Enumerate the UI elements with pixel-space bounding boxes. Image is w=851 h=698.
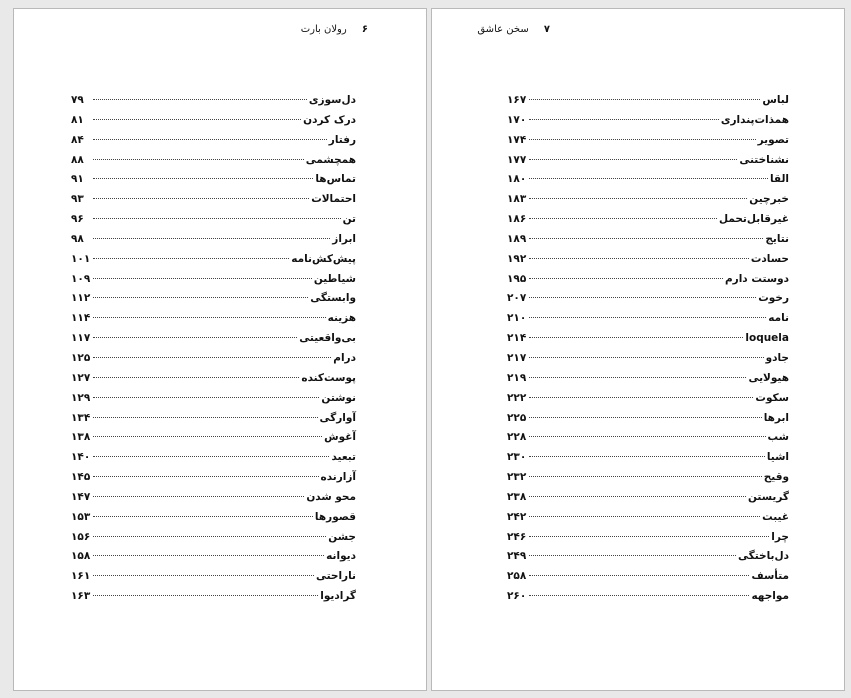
- toc-entry: [507, 511, 789, 531]
- entry-title: نشناختنی: [739, 153, 789, 166]
- entry-page-number: ۱۳۸: [71, 431, 91, 444]
- dot-leader: [529, 496, 746, 497]
- entry-title: پیش‌کش‌نامه: [291, 252, 356, 265]
- entry-title: وابستگی: [310, 292, 356, 305]
- dot-leader: [93, 536, 326, 537]
- dot-leader: [529, 377, 746, 378]
- toc-entry: [71, 590, 356, 610]
- dot-leader: [529, 278, 723, 279]
- toc-entry: [71, 570, 356, 590]
- toc-entry: [71, 312, 356, 332]
- entry-title: رفتار: [328, 133, 356, 146]
- entry-page-number: ۹۸: [71, 232, 84, 245]
- toc-entry: [71, 213, 356, 233]
- entry-page-number: ۱۱۴: [71, 312, 91, 325]
- dot-leader: [529, 436, 766, 437]
- dot-leader: [529, 397, 753, 398]
- entry-title: شیاطین: [313, 272, 356, 285]
- entry-page-number: ۱۹۵: [507, 272, 527, 285]
- toc-entry: [71, 273, 356, 293]
- entry-page-number: ۲۴۲: [507, 510, 527, 523]
- toc-entry: [71, 352, 356, 372]
- entry-title: آوارگی: [319, 411, 356, 424]
- toc-entry: [507, 154, 789, 174]
- dot-leader: [93, 218, 341, 219]
- dot-leader: [529, 536, 769, 537]
- dot-leader: [529, 337, 743, 338]
- entry-title: آغوش: [324, 431, 356, 444]
- toc-entry: [507, 332, 789, 352]
- entry-title: اشیا: [766, 451, 789, 464]
- toc-entry: [507, 134, 789, 154]
- entry-title: درک کردن: [303, 113, 356, 126]
- dot-leader: [529, 417, 762, 418]
- dot-leader: [93, 178, 313, 179]
- dot-leader: [93, 238, 330, 239]
- toc-entry: [71, 431, 356, 451]
- entry-title: دوستت دارم: [724, 272, 789, 285]
- toc-entry: [71, 233, 356, 253]
- dot-leader: [93, 258, 289, 259]
- toc-entry: [507, 491, 789, 511]
- entry-page-number: ۱۳۴: [71, 411, 91, 424]
- dot-leader: [93, 159, 304, 160]
- entry-title: تصویر: [757, 133, 789, 146]
- dot-leader: [529, 357, 764, 358]
- entry-title: آزارنده: [320, 471, 356, 484]
- toc-entry: [71, 531, 356, 551]
- dot-leader: [529, 99, 760, 100]
- toc-entry: [507, 233, 789, 253]
- dot-leader: [93, 278, 312, 279]
- dot-leader: [529, 456, 765, 457]
- entry-page-number: ۱۲۷: [71, 371, 91, 384]
- entry-title: ناراحتی: [315, 570, 356, 583]
- right-page: [431, 8, 845, 691]
- entry-page-number: ۱۴۵: [71, 471, 91, 484]
- entry-title: نوشتن: [321, 391, 356, 404]
- entry-page-number: ۲۰۷: [507, 292, 527, 305]
- entry-page-number: ۹۶: [71, 213, 84, 226]
- entry-page-number: ۱۸۹: [507, 232, 527, 245]
- toc-entry: [71, 94, 356, 114]
- entry-page-number: ۱۱۷: [71, 332, 91, 345]
- entry-title: هیولایی: [748, 371, 789, 384]
- entry-page-number: ۲۱۹: [507, 371, 527, 384]
- dot-leader: [529, 258, 749, 259]
- entry-page-number: ۹۱: [71, 173, 84, 186]
- dot-leader: [93, 317, 326, 318]
- toc-entry: [507, 213, 789, 233]
- toc-entry: [507, 412, 789, 432]
- dot-leader: [93, 575, 314, 576]
- entry-page-number: ۱۰۱: [71, 252, 91, 265]
- dot-leader: [93, 377, 299, 378]
- toc-entry: [71, 412, 356, 432]
- entry-page-number: ۷۹: [71, 94, 84, 106]
- entry-title: دیوانه: [326, 550, 356, 563]
- running-title: رولان بارت: [300, 24, 347, 35]
- entry-title: قصورها: [314, 510, 356, 523]
- toc-entry: [71, 173, 356, 193]
- dot-leader: [93, 337, 297, 338]
- entry-title: غیرقابل‌تحمل: [718, 213, 789, 226]
- toc-entry: [507, 590, 789, 610]
- entry-page-number: ۲۳۸: [507, 490, 527, 503]
- entry-page-number: ۲۵۸: [507, 570, 527, 583]
- dot-leader: [529, 198, 747, 199]
- entry-page-number: ۱۰۹: [71, 272, 91, 285]
- page-number: ۷: [543, 24, 550, 35]
- entry-title: شب: [767, 431, 789, 444]
- toc-entry: [71, 392, 356, 412]
- dot-leader: [529, 119, 719, 120]
- entry-page-number: ۲۳۲: [507, 471, 527, 484]
- entry-title: تبعید: [331, 451, 356, 464]
- toc-entry: [71, 511, 356, 531]
- entry-title: خبرچین: [749, 193, 789, 206]
- dot-leader: [93, 496, 304, 497]
- entry-title: حسادت: [750, 252, 789, 265]
- entry-page-number: ۲۲۸: [507, 431, 527, 444]
- toc-entry: [507, 570, 789, 590]
- toc-entry: [507, 94, 789, 114]
- entry-title: ابرها: [763, 411, 789, 424]
- toc-entry: [507, 392, 789, 412]
- entry-page-number: ۸۸: [71, 153, 84, 166]
- toc-entry: [71, 491, 356, 511]
- dot-leader: [93, 555, 324, 556]
- entry-page-number: ۱۷۷: [507, 153, 527, 166]
- entry-title: دل‌سوزی: [308, 94, 356, 106]
- entry-page-number: ۱۸۳: [507, 193, 527, 206]
- entry-title: بی‌واقعیتی: [299, 332, 356, 345]
- entry-title: نتایج: [765, 232, 789, 245]
- page-header: [301, 24, 368, 35]
- entry-title: جادو: [765, 351, 789, 364]
- toc-entry: [507, 372, 789, 392]
- entry-page-number: ۱۶۱: [71, 570, 91, 583]
- entry-title: محو شدن: [306, 490, 356, 503]
- toc-entry: [507, 312, 789, 332]
- toc-entry: [71, 332, 356, 352]
- toc-entry: [507, 431, 789, 451]
- dot-leader: [529, 297, 756, 298]
- entry-title: هزینه: [327, 312, 356, 325]
- entry-page-number: ۱۶۳: [71, 590, 91, 603]
- entry-title: متأسف: [751, 570, 789, 583]
- toc-entry: [71, 193, 356, 213]
- entry-page-number: ۸۴: [71, 133, 84, 146]
- toc-entry: [507, 292, 789, 312]
- entry-title: جشن: [328, 530, 356, 543]
- toc-entry: [507, 471, 789, 491]
- dot-leader: [529, 178, 768, 179]
- entry-title: پوست‌کنده: [301, 371, 356, 384]
- entry-page-number: ۲۱۷: [507, 351, 527, 364]
- dot-leader: [529, 317, 766, 318]
- toc-entry: [507, 173, 789, 193]
- toc-entry: [71, 114, 356, 134]
- entry-page-number: ۱۹۲: [507, 252, 527, 265]
- entry-page-number: ۱۵۶: [71, 530, 91, 543]
- dot-leader: [93, 198, 309, 199]
- entry-title: loquela: [745, 332, 789, 345]
- entry-title: تماس‌ها: [315, 173, 356, 186]
- entry-page-number: ۱۵۳: [71, 510, 91, 523]
- entry-page-number: ۲۱۰: [507, 312, 527, 325]
- entry-page-number: ۱۴۰: [71, 451, 91, 464]
- entry-title: لباس: [762, 94, 789, 106]
- dot-leader: [529, 159, 737, 160]
- dot-leader: [93, 417, 318, 418]
- entry-page-number: ۱۷۴: [507, 133, 527, 146]
- entry-title: درام: [333, 351, 356, 364]
- dot-leader: [93, 297, 308, 298]
- entry-title: مواجهه: [751, 590, 789, 603]
- dot-leader: [529, 238, 763, 239]
- entry-title: سکوت: [755, 391, 789, 404]
- entry-title: رخوت: [758, 292, 789, 305]
- dot-leader: [93, 357, 331, 358]
- toc-entry: [507, 352, 789, 372]
- running-title: سخن عاشق: [477, 24, 529, 35]
- toc-entry: [507, 451, 789, 471]
- entry-page-number: ۱۸۰: [507, 173, 527, 186]
- toc-entry: [507, 550, 789, 570]
- dot-leader: [529, 476, 762, 477]
- dot-leader: [93, 595, 318, 596]
- table-of-contents: [71, 94, 356, 610]
- entry-title: غیبت: [762, 510, 789, 523]
- entry-page-number: ۲۶۰: [507, 590, 527, 603]
- entry-page-number: ۱۲۵: [71, 351, 91, 364]
- entry-title: القا: [769, 173, 789, 186]
- entry-page-number: ۱۱۲: [71, 292, 91, 305]
- entry-page-number: ۱۴۷: [71, 490, 91, 503]
- entry-title: چرا: [771, 530, 789, 543]
- toc-entry: [71, 550, 356, 570]
- toc-entry: [71, 471, 356, 491]
- entry-page-number: ۱۸۶: [507, 213, 527, 226]
- entry-title: احتمالات: [311, 193, 356, 206]
- entry-title: گریستن: [747, 490, 789, 503]
- entry-page-number: ۲۲۵: [507, 411, 527, 424]
- dot-leader: [93, 456, 329, 457]
- toc-entry: [71, 292, 356, 312]
- dot-leader: [93, 139, 327, 140]
- toc-entry: [507, 193, 789, 213]
- page-header: [477, 24, 550, 35]
- entry-page-number: ۱۲۹: [71, 391, 91, 404]
- entry-title: وقیح: [763, 471, 789, 484]
- entry-title: تن: [342, 213, 356, 226]
- dot-leader: [529, 218, 717, 219]
- toc-entry: [71, 253, 356, 273]
- dot-leader: [93, 516, 313, 517]
- entry-title: همچشمی: [305, 153, 356, 166]
- entry-title: نامه: [768, 312, 789, 325]
- toc-entry: [71, 451, 356, 471]
- dot-leader: [93, 476, 319, 477]
- entry-title: ابراز: [332, 232, 356, 245]
- toc-entry: [71, 372, 356, 392]
- entry-page-number: ۸۱: [71, 113, 84, 126]
- entry-page-number: ۹۳: [71, 193, 84, 206]
- dot-leader: [529, 139, 756, 140]
- dot-leader: [93, 397, 319, 398]
- dot-leader: [93, 119, 301, 120]
- toc-entry: [507, 531, 789, 551]
- dot-leader: [93, 436, 322, 437]
- toc-entry: [507, 273, 789, 293]
- dot-leader: [529, 575, 749, 576]
- dot-leader: [93, 99, 307, 100]
- entry-title: گرادیوا: [320, 590, 356, 603]
- dot-leader: [529, 555, 736, 556]
- entry-title: همذات‌پنداری: [720, 113, 789, 126]
- toc-entry: [507, 253, 789, 273]
- page-number: ۶: [361, 24, 368, 35]
- entry-page-number: ۲۴۶: [507, 530, 527, 543]
- entry-page-number: ۲۴۹: [507, 550, 527, 563]
- dot-leader: [529, 595, 749, 596]
- entry-page-number: ۲۱۴: [507, 332, 527, 345]
- entry-page-number: ۲۳۰: [507, 451, 527, 464]
- left-page: [13, 8, 427, 691]
- entry-page-number: ۱۶۷: [507, 94, 527, 106]
- entry-page-number: ۲۲۲: [507, 391, 527, 404]
- table-of-contents: [507, 94, 789, 610]
- dot-leader: [529, 516, 760, 517]
- entry-page-number: ۱۵۸: [71, 550, 91, 563]
- toc-entry: [71, 154, 356, 174]
- toc-entry: [71, 134, 356, 154]
- toc-entry: [507, 114, 789, 134]
- entry-title: دل‌باختگی: [738, 550, 789, 563]
- entry-page-number: ۱۷۰: [507, 113, 527, 126]
